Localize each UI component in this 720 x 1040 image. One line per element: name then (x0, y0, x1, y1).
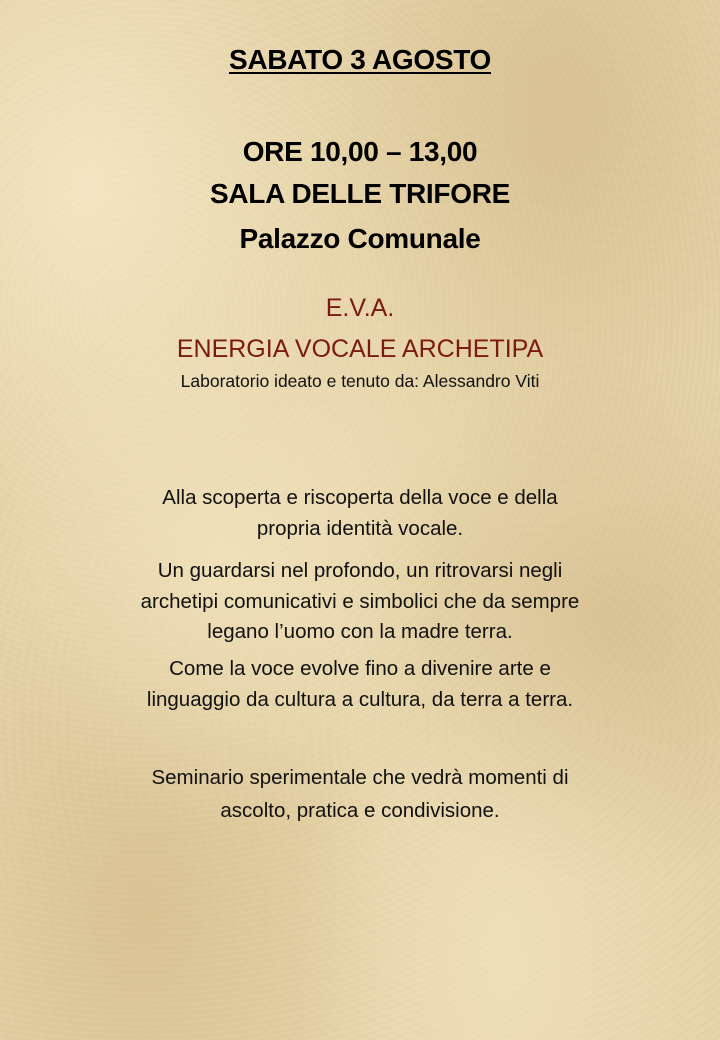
event-credit: Laboratorio ideato e tenuto da: Alessandro Viti (180, 371, 540, 391)
description-line: archetipi comunicativi e simbolici che da sempre (140, 590, 580, 613)
description-line: Alla scoperta e riscoperta della voce e della (162, 486, 558, 509)
description-line: legano l’uomo con la madre terra. (207, 620, 513, 643)
event-time: ORE 10,00 – 13,00 (242, 136, 478, 167)
description-line: Seminario sperimentale che vedrà momenti di (151, 766, 569, 789)
description-line: Un guardarsi nel profondo, un ritrovarsi negli (157, 559, 563, 582)
event-date: SABATO 3 AGOSTO (228, 44, 492, 75)
event-room: SALA DELLE TRIFORE (209, 178, 510, 209)
event-building: Palazzo Comunale (239, 223, 481, 254)
description-line: Come la voce evolve fino a divenire arte e (169, 657, 551, 680)
event-title: ENERGIA VOCALE ARCHETIPA (176, 335, 544, 363)
description-line: propria identità vocale. (256, 517, 464, 540)
description-line: ascolto, pratica e condivisione. (220, 799, 500, 822)
event-acronym: E.V.A. (325, 294, 395, 322)
description-line: linguaggio da cultura a cultura, da terra a terra. (146, 688, 574, 711)
